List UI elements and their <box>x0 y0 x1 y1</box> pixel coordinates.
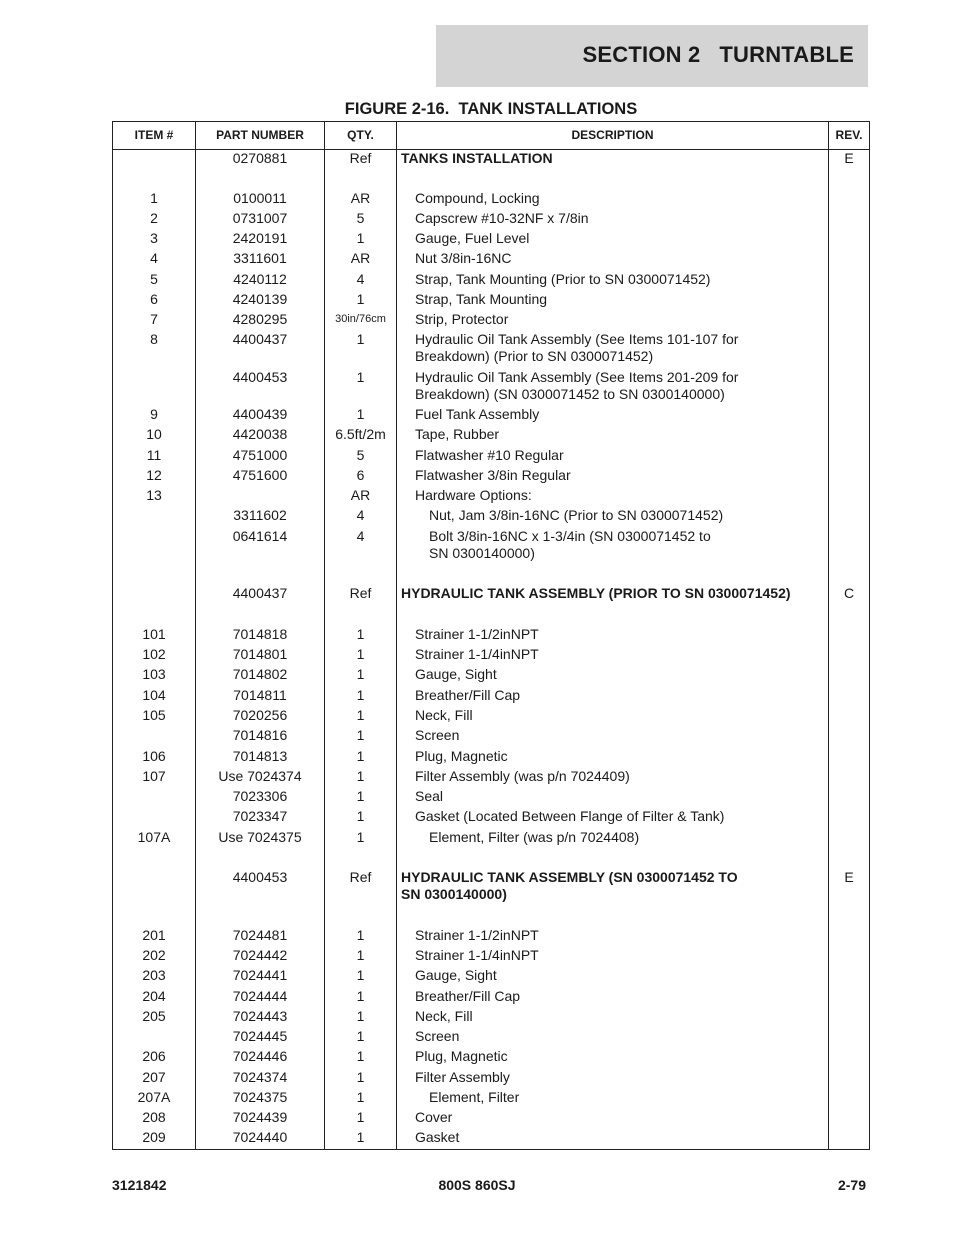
item-number: 208 <box>142 1109 166 1125</box>
part-number: 2420191 <box>232 230 288 246</box>
figure-title: FIGURE 2-16. TANK INSTALLATIONS <box>344 100 638 118</box>
header-item: ITEM # <box>134 128 174 142</box>
parts-table <box>112 121 870 1150</box>
quantity: 1 <box>356 1089 365 1105</box>
quantity: 1 <box>356 927 365 943</box>
quantity: 1 <box>356 291 365 307</box>
quantity: 1 <box>356 1129 365 1145</box>
quantity: 4 <box>356 507 365 523</box>
description-continued: SN 0300140000) <box>401 886 507 902</box>
description: Flatwasher #10 Regular <box>415 447 564 463</box>
quantity: 4 <box>356 271 365 287</box>
description: Flatwasher 3/8in Regular <box>415 467 571 483</box>
item-number: 101 <box>142 626 166 642</box>
item-number: 1 <box>150 190 158 206</box>
header-part-number: PART NUMBER <box>216 128 304 142</box>
description: Nut 3/8in-16NC <box>415 250 512 266</box>
revision: E <box>844 869 854 885</box>
description: Strainer 1-1/4inNPT <box>415 646 539 662</box>
quantity: 5 <box>356 210 365 226</box>
quantity: 1 <box>356 1028 365 1044</box>
quantity: 1 <box>356 988 365 1004</box>
quantity: 5 <box>356 447 365 463</box>
item-number: 105 <box>142 707 166 723</box>
item-number: 207 <box>142 1069 166 1085</box>
quantity: 1 <box>356 768 365 784</box>
description: Plug, Magnetic <box>415 748 508 764</box>
description: Hardware Options: <box>415 487 532 503</box>
part-number: 4400439 <box>232 406 288 422</box>
description: Gauge, Sight <box>415 666 497 682</box>
quantity: AR <box>350 250 371 266</box>
section-title: SECTION 2 TURNTABLE <box>582 42 854 67</box>
item-number: 8 <box>150 331 158 347</box>
description: HYDRAULIC TANK ASSEMBLY (PRIOR TO SN 0300071452) <box>401 585 791 601</box>
description: Screen <box>415 727 460 743</box>
item-number: 104 <box>142 687 166 703</box>
description: Gasket (Located Between Flange of Filter & Tank) <box>415 808 725 824</box>
description: Strap, Tank Mounting (Prior to SN 0300071452) <box>415 271 711 287</box>
quantity: 1 <box>356 646 365 662</box>
part-number: 7024444 <box>232 988 288 1004</box>
description: Screen <box>415 1028 460 1044</box>
description: Nut, Jam 3/8in-16NC (Prior to SN 0300071452) <box>429 507 724 523</box>
description: Hydraulic Oil Tank Assembly (See Items 101-107 for <box>415 331 739 347</box>
description: Plug, Magnetic <box>415 1048 508 1064</box>
part-number: 0270881 <box>232 150 288 166</box>
item-number: 2 <box>150 210 158 226</box>
quantity: 1 <box>356 707 365 723</box>
description: Gauge, Fuel Level <box>415 230 530 246</box>
part-number: 7024443 <box>232 1008 288 1024</box>
footer-page-number: 2-79 <box>837 1177 866 1193</box>
part-number: 0641614 <box>232 528 288 544</box>
description: Breather/Fill Cap <box>415 687 521 703</box>
description-continued: SN 0300140000) <box>429 545 535 561</box>
quantity: 1 <box>356 1109 365 1125</box>
item-number: 107 <box>142 768 166 784</box>
part-number: 7014802 <box>232 666 288 682</box>
description: Gasket <box>415 1129 460 1145</box>
item-number: 106 <box>142 748 166 764</box>
item-number: 206 <box>142 1048 166 1064</box>
revision: E <box>844 150 854 166</box>
quantity: 1 <box>356 727 365 743</box>
description: Gauge, Sight <box>415 967 497 983</box>
quantity: 4 <box>356 528 365 544</box>
part-number: 4400437 <box>232 585 288 601</box>
quantity: 1 <box>356 230 365 246</box>
description: Hydraulic Oil Tank Assembly (See Items 201-209 for <box>415 369 739 385</box>
item-number: 12 <box>146 467 162 483</box>
part-number: 7024445 <box>232 1028 288 1044</box>
part-number: 7014801 <box>232 646 288 662</box>
part-number: 4400453 <box>232 369 288 385</box>
column-divider <box>828 122 829 1149</box>
description: Element, Filter (was p/n 7024408) <box>429 829 640 845</box>
part-number: 4240112 <box>233 271 287 287</box>
item-number: 201 <box>142 927 166 943</box>
part-number: 7024481 <box>232 927 288 943</box>
quantity: Ref <box>349 869 372 885</box>
quantity: 1 <box>356 947 365 963</box>
quantity: 1 <box>356 788 365 804</box>
section-header <box>436 25 868 87</box>
item-number: 10 <box>146 426 162 442</box>
quantity: 1 <box>356 666 365 682</box>
quantity: Ref <box>349 585 372 601</box>
part-number: 4240139 <box>232 291 288 307</box>
part-number: 7024440 <box>232 1129 288 1145</box>
quantity: 1 <box>356 1048 365 1064</box>
part-number: 0731007 <box>232 210 288 226</box>
item-number: 203 <box>142 967 166 983</box>
part-number: 7023306 <box>232 788 288 804</box>
item-number: 103 <box>142 666 166 682</box>
part-number: Use 7024374 <box>218 768 302 784</box>
quantity: 1 <box>356 626 365 642</box>
item-number: 202 <box>142 947 166 963</box>
description: TANKS INSTALLATION <box>401 150 553 166</box>
quantity: AR <box>350 190 371 206</box>
part-number: 4420038 <box>232 426 288 442</box>
part-number: 4751600 <box>232 467 288 483</box>
item-number: 11 <box>146 447 162 463</box>
item-number: 6 <box>150 291 158 307</box>
footer-doc-number: 3121842 <box>112 1177 167 1193</box>
part-number: 7024374 <box>232 1069 288 1085</box>
item-number: 3 <box>150 230 158 246</box>
description: Strap, Tank Mounting <box>415 291 548 307</box>
description: Neck, Fill <box>415 707 473 723</box>
part-number: 4400437 <box>232 331 288 347</box>
part-number: 3311602 <box>233 507 287 523</box>
part-number: 7024441 <box>232 967 288 983</box>
part-number: 7014813 <box>232 748 288 764</box>
quantity: 1 <box>356 331 365 347</box>
item-number: 7 <box>150 311 158 327</box>
description: Tape, Rubber <box>415 426 500 442</box>
part-number: 4751000 <box>232 447 288 463</box>
description: Strainer 1-1/2inNPT <box>415 626 539 642</box>
part-number: 7024446 <box>232 1048 288 1064</box>
part-number: 3311601 <box>233 250 287 266</box>
description: Bolt 3/8in-16NC x 1-3/4in (SN 0300071452 to <box>429 528 711 544</box>
item-number: 13 <box>146 487 162 503</box>
quantity: 1 <box>356 406 365 422</box>
item-number: 5 <box>150 271 158 287</box>
quantity: 1 <box>356 808 365 824</box>
description: Compound, Locking <box>415 190 540 206</box>
description: Filter Assembly (was p/n 7024409) <box>415 768 630 784</box>
item-number: 205 <box>142 1008 166 1024</box>
part-number: 4280295 <box>232 311 288 327</box>
item-number: 209 <box>142 1129 166 1145</box>
revision: C <box>843 585 855 601</box>
description: Fuel Tank Assembly <box>415 406 540 422</box>
header-description: DESCRIPTION <box>571 128 654 142</box>
quantity: 1 <box>356 748 365 764</box>
part-number: Use 7024375 <box>218 829 302 845</box>
quantity: 1 <box>356 1069 365 1085</box>
description: Strip, Protector <box>415 311 509 327</box>
item-number: 207A <box>137 1089 171 1105</box>
item-number: 9 <box>150 406 158 422</box>
description: Strainer 1-1/2inNPT <box>415 927 539 943</box>
part-number: 7024442 <box>232 947 288 963</box>
description: Breather/Fill Cap <box>415 988 521 1004</box>
quantity: 1 <box>356 1008 365 1024</box>
description-continued: Breakdown) (SN 0300071452 to SN 0300140000) <box>415 386 725 402</box>
description: Filter Assembly <box>415 1069 510 1085</box>
quantity: 1 <box>356 829 365 845</box>
item-number: 107A <box>137 829 171 845</box>
part-number: 7023347 <box>232 808 288 824</box>
part-number: 7024439 <box>232 1109 288 1125</box>
quantity: 1 <box>356 967 365 983</box>
item-number: 102 <box>142 646 166 662</box>
header-rev: REV. <box>835 128 863 142</box>
quantity: AR <box>350 487 371 503</box>
part-number: 7014816 <box>232 727 288 743</box>
header-qty: QTY. <box>347 128 374 142</box>
description: Cover <box>415 1109 453 1125</box>
part-number: 7014811 <box>233 687 287 703</box>
part-number: 0100011 <box>233 190 287 206</box>
description: Capscrew #10-32NF x 7/8in <box>415 210 589 226</box>
quantity: 1 <box>356 687 365 703</box>
description: Strainer 1-1/4inNPT <box>415 947 539 963</box>
item-number: 204 <box>142 988 166 1004</box>
description-continued: Breakdown) (Prior to SN 0300071452) <box>415 348 654 364</box>
quantity: 6 <box>356 467 365 483</box>
part-number: 7014818 <box>232 626 288 642</box>
quantity: Ref <box>349 150 372 166</box>
part-number: 4400453 <box>232 869 288 885</box>
description: Seal <box>415 788 444 804</box>
column-divider <box>396 122 397 1149</box>
part-number: 7024375 <box>232 1089 288 1105</box>
quantity: 30in/76cm <box>335 313 386 325</box>
description: Neck, Fill <box>415 1008 473 1024</box>
quantity: 6.5ft/2m <box>335 426 386 442</box>
quantity: 1 <box>356 369 365 385</box>
description: Element, Filter <box>429 1089 520 1105</box>
description: HYDRAULIC TANK ASSEMBLY (SN 0300071452 TO <box>401 869 738 885</box>
part-number: 7020256 <box>232 707 288 723</box>
item-number: 4 <box>150 250 158 266</box>
footer-model: 800S 860SJ <box>438 1177 516 1193</box>
